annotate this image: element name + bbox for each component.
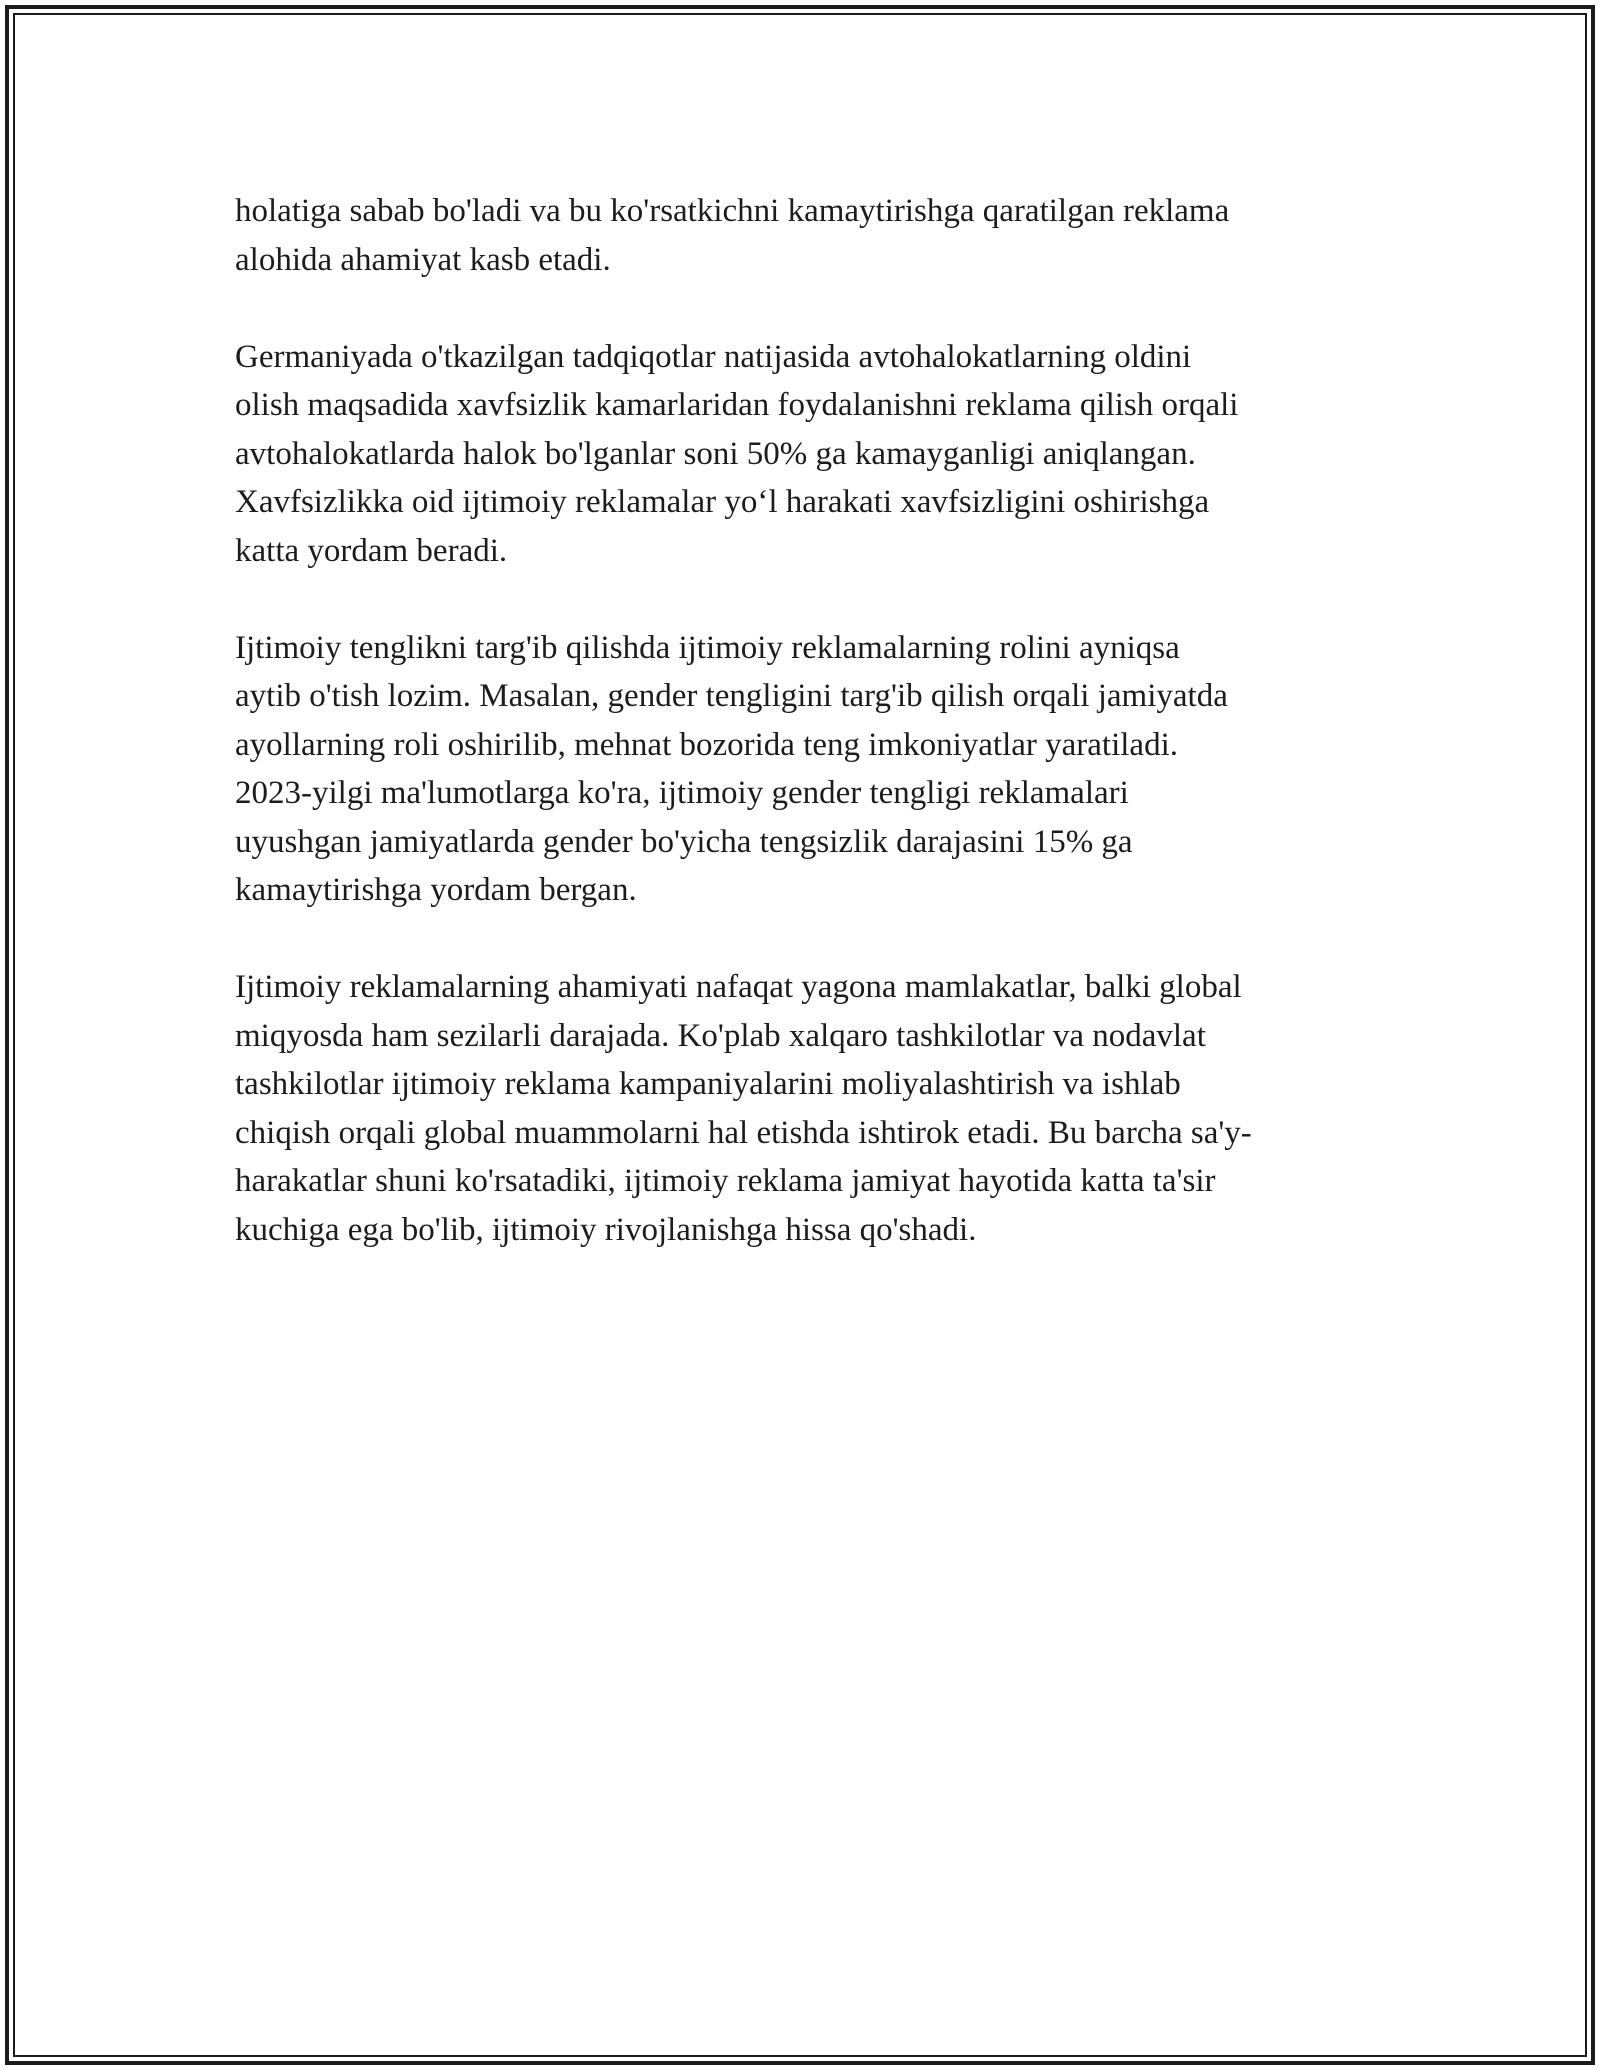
- text-line: chiqish orqali global muammolarni hal etishda ishtirok etadi. Bu barcha sa'y-: [235, 1114, 1252, 1151]
- text-line: ayollarning roli oshirilib, mehnat bozorida teng imkoniyatlar yaratiladi.: [235, 726, 1178, 763]
- text-line: 2023-yilgi ma'lumotlarga ko'ra, ijtimoiy gender tengligi reklamalari: [235, 775, 1129, 811]
- paragraph-2: [235, 333, 1365, 576]
- text-line: Ijtimoiy reklamalarning ahamiyati nafaqat yagona mamlakatlar, balki global: [235, 969, 1242, 1005]
- text-line: olish maqsadida xavfsizlik kamarlaridan foydalanishni reklama qilish orqali: [235, 387, 1239, 423]
- document-body: [235, 187, 1365, 1303]
- text-line: aytib o'tish lozim. Masalan, gender tengligini targ'ib qilish orqali jamiyatda: [235, 678, 1228, 714]
- text-line: holatiga sabab bo'ladi va bu ko'rsatkichni kamaytirishga qaratilgan reklama: [235, 193, 1230, 229]
- paragraph-4: [235, 963, 1365, 1254]
- text-line: katta yordam beradi.: [235, 532, 508, 569]
- paragraph-3: [235, 624, 1365, 915]
- text-line: Ijtimoiy tenglikni targ'ib qilishda ijtimoiy reklamalarning rolini ayniqsa: [235, 629, 1180, 666]
- text-line: tashkilotlar ijtimoiy reklama kampaniyalarini moliyalashtirish va ishlab: [235, 1066, 1181, 1102]
- text-line: Germaniyada o'tkazilgan tadqiqotlar natijasida avtohalokatlarning oldini: [235, 338, 1192, 375]
- text-line: alohida ahamiyat kasb etadi.: [235, 241, 611, 278]
- text-line: kamaytirishga yordam bergan.: [235, 872, 637, 908]
- paragraph-1: [235, 187, 1365, 284]
- text-line: avtohalokatlarda halok bo'lganlar soni 50% ga kamayganligi aniqlangan.: [235, 435, 1196, 472]
- text-line: miqyosda ham sezilarli darajada. Ko'plab xalqaro tashkilotlar va nodavlat: [235, 1017, 1206, 1054]
- text-line: uyushgan jamiyatlarda gender bo'yicha tengsizlik darajasini 15% ga: [235, 823, 1133, 860]
- text-line: kuchiga ega bo'lib, ijtimoiy rivojlanishga hissa qo'shadi.: [235, 1211, 977, 1248]
- text-line: harakatlar shuni ko'rsatadiki, ijtimoiy reklama jamiyat hayotida katta ta'sir: [235, 1163, 1216, 1199]
- text-line: Xavfsizlikka oid ijtimoiy reklamalar yo‘l harakati xavfsizligini oshirishga: [235, 484, 1210, 520]
